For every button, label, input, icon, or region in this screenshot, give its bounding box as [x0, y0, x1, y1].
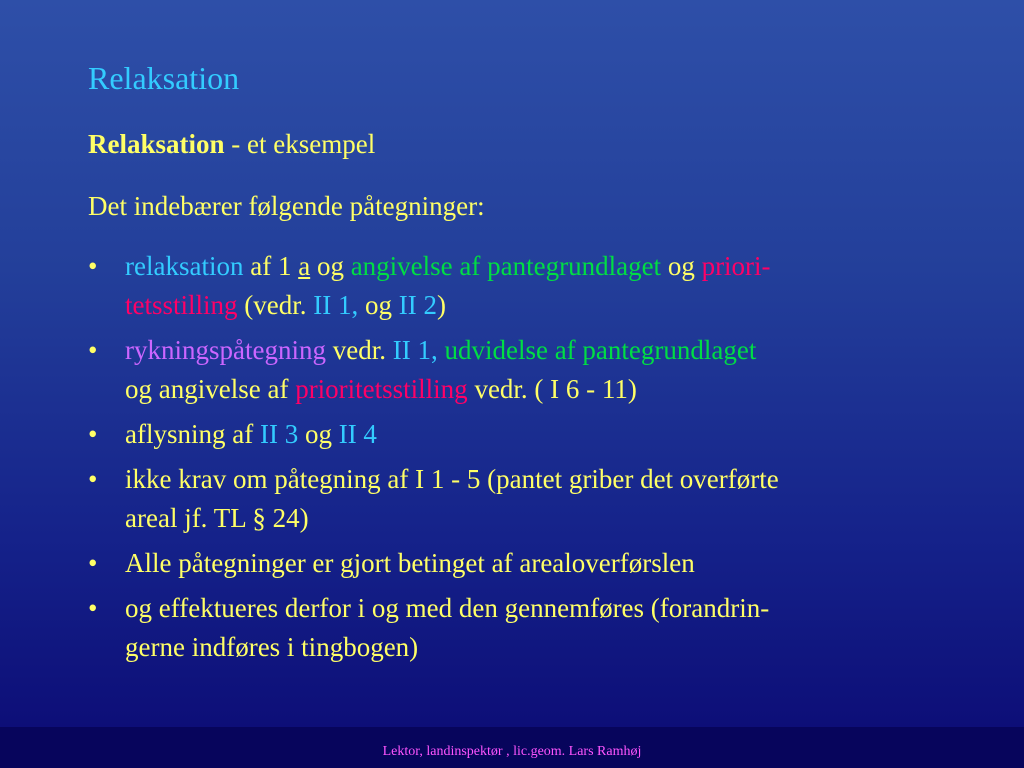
bullet-text-segment: II 3	[259, 419, 299, 449]
bullet-line	[125, 499, 978, 538]
bullet-text-segment: gerne indføres i tingbogen)	[125, 632, 419, 662]
bullet-text-segment: priori-	[701, 251, 771, 281]
bullet-line	[125, 247, 978, 286]
bullet-text-segment: )	[436, 290, 446, 320]
bullet-text-segment: ,	[430, 335, 438, 365]
bullet-point-icon: •	[88, 548, 98, 578]
bullet-text-segment: og	[358, 290, 399, 320]
bullet-line	[125, 370, 978, 409]
bullet-text-segment: og effektueres derfor i og med den gennemføres (forandrin-	[125, 593, 770, 623]
bullet-text-segment: II 1	[392, 335, 431, 365]
bullet-item	[88, 415, 978, 454]
bullet-text-segment: og	[298, 419, 339, 449]
bullet-text-segment: udvidelse af pantegrundlaget	[437, 335, 757, 365]
bullet-list	[88, 247, 978, 673]
bullet-text-segment: vedr. ( I 6 - 11)	[467, 374, 637, 404]
bullet-text-segment: tetsstilling	[125, 290, 238, 320]
bullet-text-segment: II 4	[338, 419, 377, 449]
bullet-line	[125, 460, 978, 499]
bullet-line	[125, 286, 978, 325]
bullet-text-segment: relaksation	[125, 251, 251, 281]
bullet-item	[88, 544, 978, 583]
bullet-point-icon: •	[88, 593, 98, 623]
bullet-item	[88, 331, 978, 409]
bullet-text-segment: angivelse af pantegrundlaget	[350, 251, 662, 281]
bullet-point-icon: •	[88, 251, 98, 281]
bullet-line	[125, 544, 978, 583]
bullet-point-icon: •	[88, 335, 98, 365]
bullet-text-segment: vedr.	[325, 335, 393, 365]
bullet-text-segment: ,	[351, 290, 359, 320]
bullet-text-segment: II 1	[313, 290, 352, 320]
bullet-text-segment: a	[298, 251, 311, 281]
bullet-line	[125, 589, 978, 628]
subtitle-rest: - et eksempel	[224, 129, 376, 159]
bullet-text-segment: rykningspåtegning	[125, 335, 326, 365]
bullet-point-icon: •	[88, 464, 98, 494]
bullet-item	[88, 247, 978, 325]
bullet-text-segment: af 1	[250, 251, 299, 281]
bullet-text-segment: Alle påtegninger er gjort betinget af arealoverførslen	[125, 548, 695, 578]
slide-title: Relaksation	[88, 60, 240, 96]
bullet-text-segment: aflysning af	[125, 419, 260, 449]
subtitle-bold: Relaksation	[88, 129, 225, 159]
bullet-point-icon: •	[88, 419, 98, 449]
slide-subtitle	[88, 126, 375, 162]
bullet-text-segment: ikke krav om påtegning af I 1 - 5 (pantet griber det overførte	[125, 464, 779, 494]
bullet-text-segment: og	[310, 251, 351, 281]
bullet-text-segment: prioritetsstilling	[295, 374, 468, 404]
bullet-text-segment: og angivelse af	[125, 374, 296, 404]
bullet-item	[88, 460, 978, 538]
bullet-item	[88, 589, 978, 667]
bullet-text-segment: (vedr.	[237, 290, 314, 320]
intro-text: Det indebærer følgende påtegninger:	[88, 191, 485, 221]
bullet-text-segment: areal jf. TL § 24)	[125, 503, 309, 533]
bullet-text-segment: II 2	[398, 290, 437, 320]
footer-text: Lektor, landinspektør , lic.geom. Lars Ramhøj	[382, 744, 642, 759]
bullet-line	[125, 331, 978, 370]
bullet-line	[125, 628, 978, 667]
bullet-text-segment: og	[661, 251, 702, 281]
bullet-line	[125, 415, 978, 454]
